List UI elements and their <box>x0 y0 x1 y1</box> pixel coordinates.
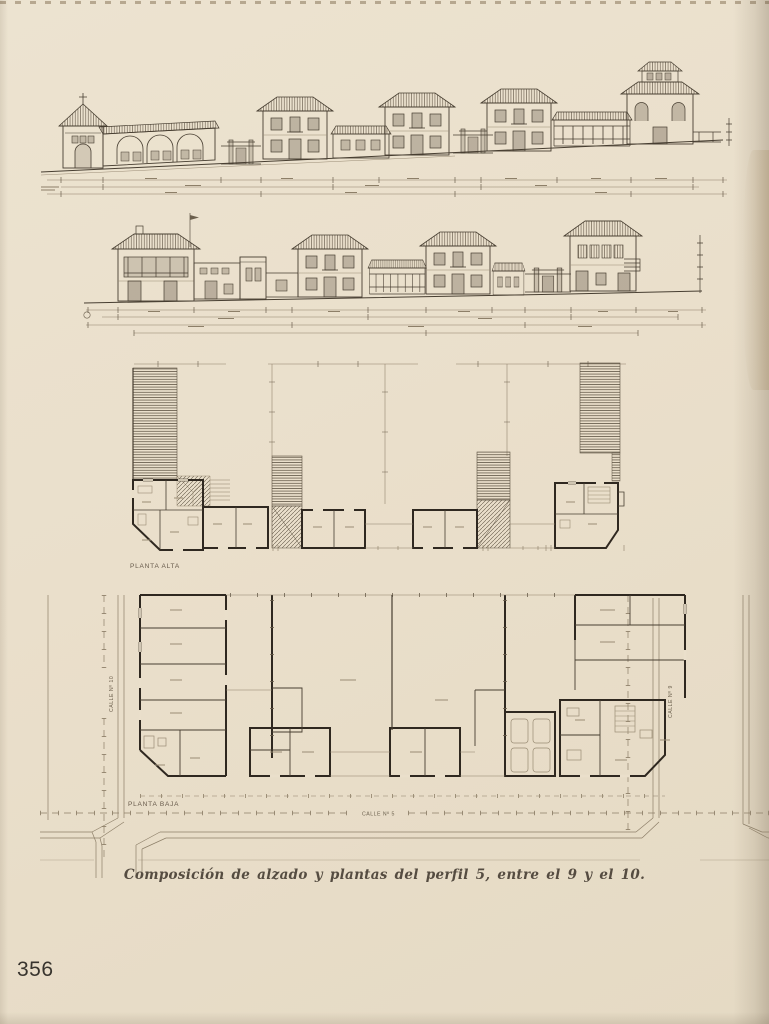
page-edge-stain <box>743 150 769 390</box>
planta-baja-label: PLANTA BAJA <box>128 801 180 808</box>
floor-plan-planta-alta <box>118 352 638 577</box>
planta-alta-label: PLANTA ALTA <box>130 563 180 570</box>
street-label-right: CALLE Nº 9 <box>668 685 674 718</box>
page-number: 356 <box>17 958 54 981</box>
figure-caption: Composición de alzado y plantas del perfil 5, entre el 9 y el 10. <box>123 867 646 883</box>
page-top-edge <box>0 1 769 4</box>
page-bottom-edge-shadow <box>0 1012 769 1024</box>
elevation-drawing-upper <box>35 48 745 198</box>
floor-plan-planta-baja <box>40 580 769 880</box>
street-label-left: CALLE Nº 10 <box>109 675 115 712</box>
street-label-bottom: CALLE Nº 5 <box>362 811 395 818</box>
elevation-drawing-lower <box>78 205 728 345</box>
